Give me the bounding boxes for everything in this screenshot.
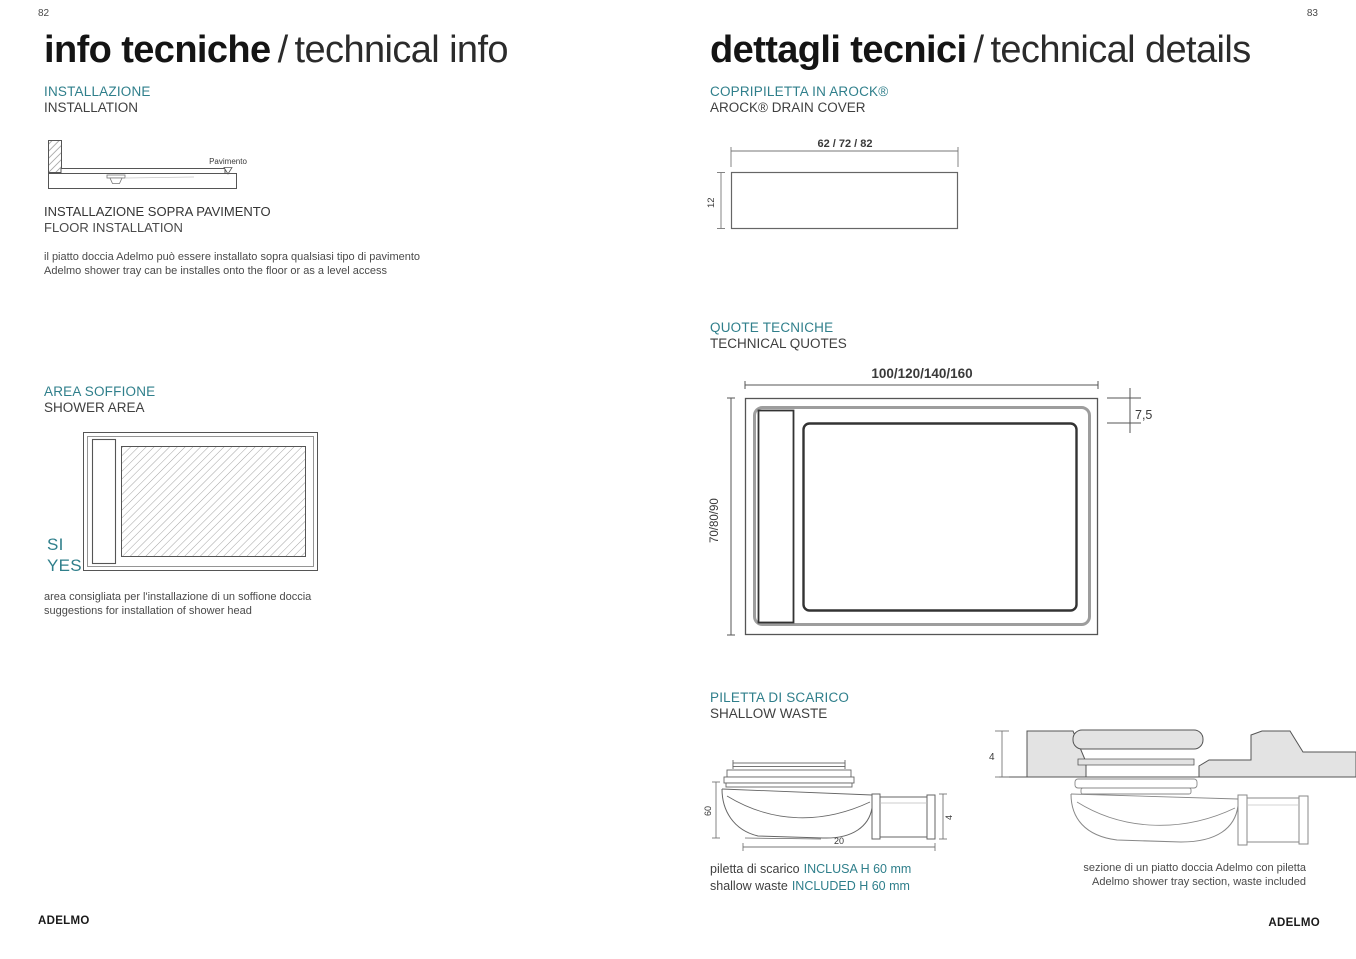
waste-outlet-dimension: 4 bbox=[944, 814, 954, 820]
waste-trap-diagram bbox=[703, 752, 958, 857]
section-outlet-pipe bbox=[1247, 798, 1299, 842]
waste-height-dimension: 60 bbox=[703, 805, 713, 816]
drain-cover-strip bbox=[759, 411, 794, 623]
installation-body-italian: il piatto doccia Adelmo può essere installato sopra qualsiasi tipo di pavimento bbox=[44, 251, 421, 263]
installation-caption-italian: INSTALLAZIONE SOPRA PAVIMENTO bbox=[44, 204, 271, 219]
technical-quotes-diagram bbox=[700, 360, 1180, 645]
tray-section-right bbox=[1199, 731, 1356, 777]
technical-quotes-heading-italian: QUOTE TECNICHE bbox=[710, 320, 834, 335]
section-caption bbox=[986, 862, 1306, 889]
page-title-right-english: technical details bbox=[990, 29, 1251, 71]
section-trap-body bbox=[1071, 794, 1238, 842]
answer-italian: SI bbox=[47, 535, 64, 554]
drain-cover-strip bbox=[93, 440, 116, 564]
wall-section bbox=[49, 141, 62, 173]
installation-heading-italian: INSTALLAZIONE bbox=[44, 84, 151, 99]
page-title-left-english: technical info bbox=[294, 29, 508, 71]
technical-quotes-heading-english: TECHNICAL QUOTES bbox=[710, 336, 847, 351]
waste-note-italian-accent: INCLUSA H 60 mm bbox=[803, 862, 912, 876]
section-edge-dimension: 4 bbox=[989, 752, 995, 763]
answer-english: YES bbox=[47, 556, 82, 575]
installation-caption bbox=[44, 204, 271, 235]
page-title-left bbox=[44, 29, 508, 72]
page-number-left: 82 bbox=[38, 8, 50, 19]
tray-depth-dimension: 70/80/90 bbox=[709, 498, 721, 543]
installation-section-heading bbox=[44, 84, 151, 116]
shower-area-answer bbox=[47, 534, 82, 576]
floor-section bbox=[49, 174, 237, 189]
page-title-right bbox=[710, 29, 1251, 72]
waste-section-heading bbox=[710, 690, 849, 722]
waste-length-dimension: 20 bbox=[833, 836, 845, 846]
waste-note-english: shallow waste bbox=[710, 879, 788, 893]
section-caption-italian: sezione di un piatto doccia Adelmo con piletta bbox=[1083, 862, 1306, 874]
drain-body bbox=[107, 175, 125, 178]
tray-length-dimension: 100/120/140/160 bbox=[871, 366, 973, 381]
installation-body-english: Adelmo shower tray can be installes onto the floor or as a level access bbox=[44, 264, 388, 277]
section-caption-english: Adelmo shower tray section, waste included bbox=[1092, 875, 1306, 888]
drain-cover-heading-english: AROCK® DRAIN COVER bbox=[710, 100, 866, 115]
page-title-left-italian: info tecniche bbox=[44, 29, 271, 71]
page-title-right-separator: / bbox=[973, 29, 984, 71]
waste-cover-plate bbox=[733, 763, 845, 767]
waste-heading-italian: PILETTA DI SCARICO bbox=[710, 690, 850, 705]
shower-area-caption bbox=[44, 591, 311, 618]
waste-outlet-joint bbox=[872, 794, 880, 839]
floor-level-label: Pavimento bbox=[209, 157, 247, 166]
page-title-right-italian: dettagli tecnici bbox=[710, 29, 967, 71]
waste-note-italian: piletta di scarico bbox=[710, 862, 800, 876]
installation-heading-english: INSTALLATION bbox=[44, 100, 139, 115]
waste-heading-english: SHALLOW WASTE bbox=[710, 706, 828, 721]
shower-area-diagram bbox=[83, 432, 318, 571]
waste-note-english-accent: INCLUDED H 60 mm bbox=[791, 879, 910, 893]
footer-brand-left: ADELMO bbox=[38, 915, 90, 927]
drain-trap bbox=[110, 178, 122, 184]
shower-area-heading-english: SHOWER AREA bbox=[44, 400, 145, 415]
shower-area-caption-italian: area consigliata per l'installazione di un soffione doccia bbox=[44, 591, 312, 603]
drain-cover-thickness-dimension: 12 bbox=[706, 197, 717, 208]
tray-section-diagram bbox=[985, 702, 1356, 857]
tray-basin-rect bbox=[804, 424, 1077, 611]
page-number-right: 83 bbox=[1306, 8, 1318, 19]
shower-area-caption-english: suggestions for installation of shower head bbox=[44, 604, 252, 617]
drain-cover-plate bbox=[732, 173, 958, 229]
drain-cover-section-heading bbox=[710, 84, 888, 116]
drain-cover-heading-italian: COPRIPILETTA IN AROCK® bbox=[710, 84, 889, 99]
technical-quotes-section-heading bbox=[710, 320, 847, 352]
waste-trap-body bbox=[722, 789, 872, 838]
shower-tray-profile bbox=[61, 169, 225, 174]
waste-note bbox=[710, 861, 911, 895]
drain-support-plate bbox=[1078, 759, 1194, 765]
shower-area-heading-italian: AREA SOFFIONE bbox=[44, 384, 156, 399]
drain-cover-section bbox=[1073, 730, 1203, 749]
drain-cover-diagram bbox=[706, 136, 968, 236]
shower-head-area-hatched bbox=[122, 447, 306, 557]
shower-area-section-heading bbox=[44, 384, 155, 416]
drain-cover-width-dimension: 62 / 72 / 82 bbox=[817, 138, 873, 150]
installation-body-text bbox=[44, 251, 420, 278]
page-title-left-separator: / bbox=[277, 29, 288, 71]
installation-diagram bbox=[44, 134, 256, 194]
footer-brand-right: ADELMO bbox=[1268, 917, 1320, 929]
installation-caption-english: FLOOR INSTALLATION bbox=[44, 219, 183, 235]
tray-border-dimension: 7,5 bbox=[1135, 408, 1153, 422]
